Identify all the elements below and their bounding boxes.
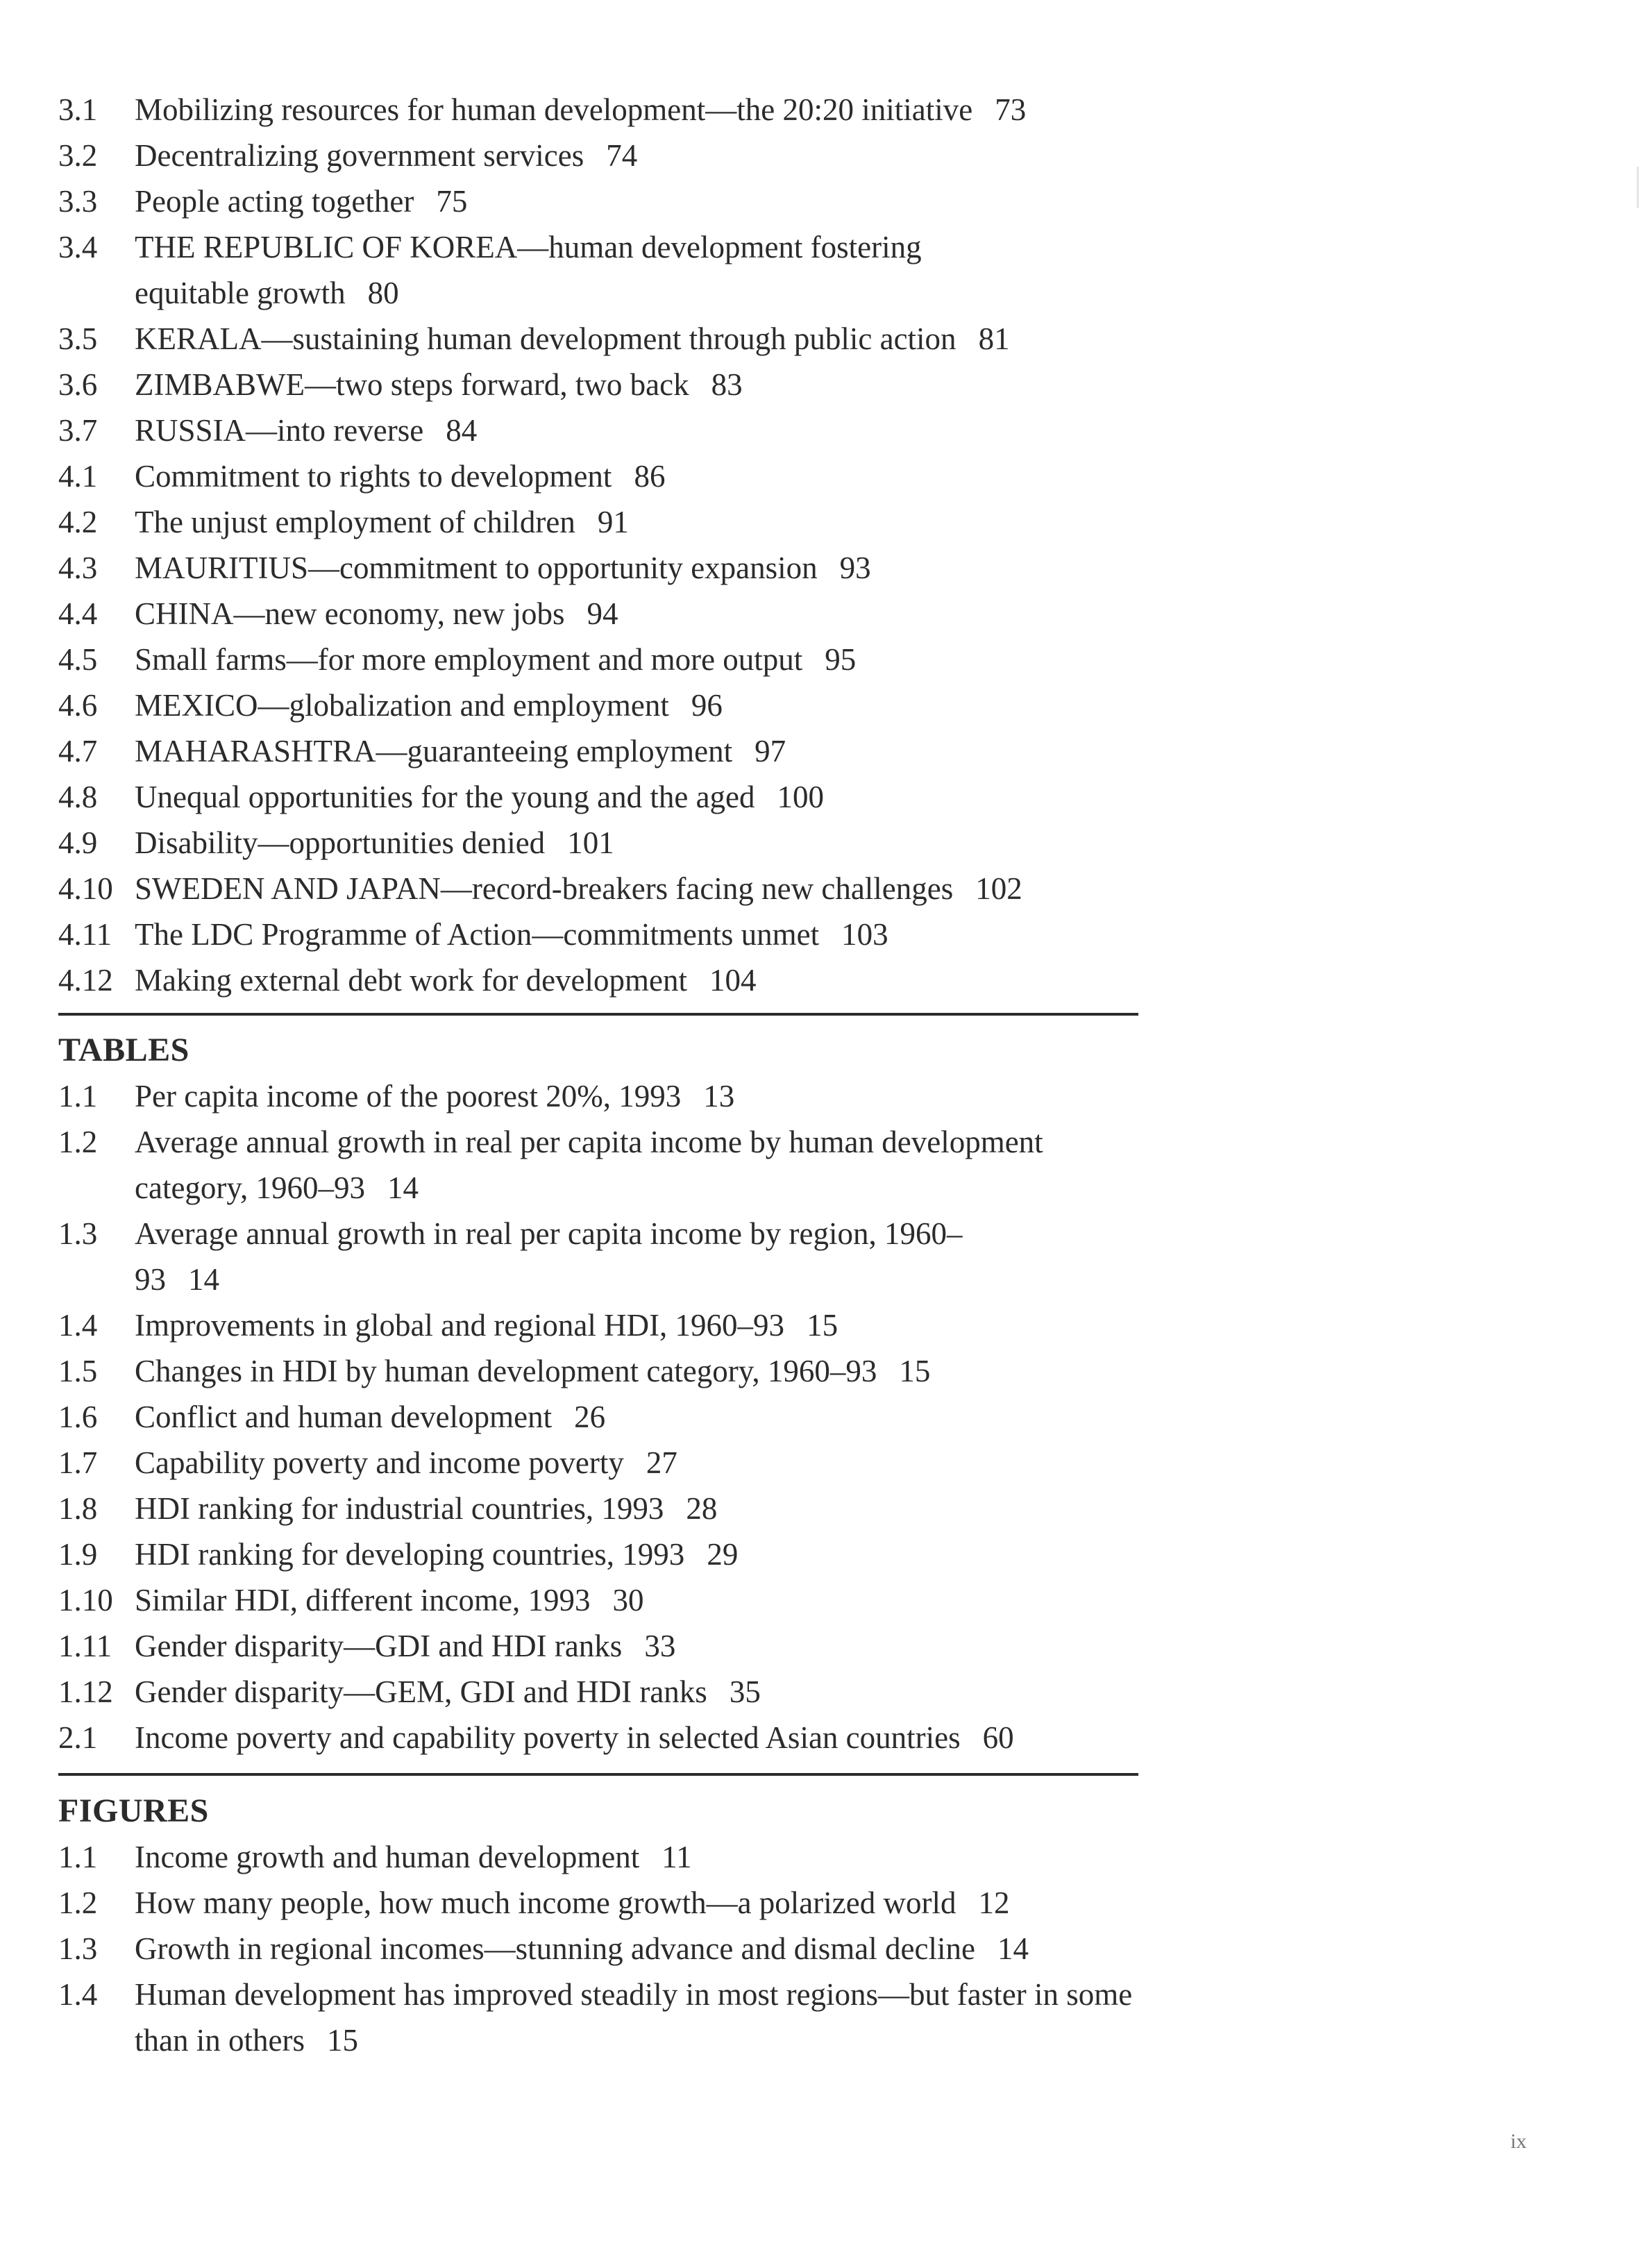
entry-page: 75 (436, 184, 468, 219)
entry-number: 4.4 (58, 596, 98, 631)
entry-number: 4.7 (58, 734, 98, 768)
entry-title: The unjust employment of children (135, 505, 575, 539)
entry-page: 86 (634, 459, 666, 494)
entry-number: 4.9 (58, 825, 98, 860)
box-entry (58, 866, 1138, 912)
entry-title: Small farms—for more employment and more output (135, 642, 803, 677)
entry-number: 3.6 (58, 367, 98, 402)
entry-title: Human development has improved steadily in most regions—but faster in some than in others (135, 1977, 1133, 2058)
entry-page: 101 (567, 825, 614, 860)
table-entry (58, 1119, 1138, 1211)
section-divider (58, 1773, 1138, 1776)
entry-page: 74 (606, 138, 638, 173)
entry-title: People acting together (135, 184, 414, 219)
box-entry (58, 957, 1138, 1003)
figure-entry (58, 1972, 1138, 2063)
entry-page: 95 (825, 642, 857, 677)
table-entry (58, 1623, 1138, 1669)
table-entry (58, 1211, 1138, 1302)
entry-page: 15 (326, 2023, 358, 2058)
entry-page: 100 (777, 780, 825, 814)
table-entry (58, 1531, 1138, 1577)
boxes-list (58, 87, 1138, 1003)
entry-number: 3.2 (58, 138, 98, 173)
figure-entry (58, 1834, 1138, 1880)
table-entry (58, 1348, 1138, 1394)
entry-number: 4.3 (58, 551, 98, 585)
box-entry (58, 774, 1138, 820)
box-entry (58, 87, 1138, 133)
figures-heading: FIGURES (58, 1792, 209, 1829)
entry-title: Similar HDI, different income, 1993 (135, 1583, 591, 1618)
entry-number: 4.5 (58, 642, 98, 677)
entry-page: 15 (899, 1354, 931, 1388)
entry-number: 1.4 (58, 1977, 98, 2012)
box-entry (58, 912, 1138, 957)
box-entry (58, 682, 1138, 728)
box-entry (58, 316, 1138, 362)
entry-title: Conflict and human development (135, 1400, 553, 1434)
entry-page: 81 (978, 321, 1010, 356)
entry-number: 1.2 (58, 1125, 98, 1159)
entry-title: Per capita income of the poorest 20%, 1993 (135, 1079, 682, 1114)
entry-page: 14 (188, 1262, 219, 1297)
entry-number: 1.4 (58, 1308, 98, 1343)
entry-page: 14 (997, 1931, 1029, 1966)
entry-page: 94 (587, 596, 618, 631)
box-entry (58, 224, 1138, 316)
entry-number: 1.6 (58, 1400, 98, 1434)
entry-title: Commitment to rights to development (135, 459, 612, 494)
entry-number: 1.12 (58, 1674, 113, 1709)
entry-title: MAHARASHTRA—guaranteeing employment (135, 734, 733, 768)
entry-page: 26 (574, 1400, 606, 1434)
entry-number: 4.6 (58, 688, 98, 723)
box-entry (58, 591, 1138, 637)
entry-title: Capability poverty and income poverty (135, 1445, 624, 1480)
box-entry (58, 133, 1138, 178)
entry-number: 3.7 (58, 413, 98, 448)
entry-page: 102 (975, 871, 1022, 906)
entry-number: 1.9 (58, 1537, 98, 1572)
entry-page: 29 (707, 1537, 739, 1572)
entry-page: 80 (367, 276, 399, 310)
entry-title: Changes in HDI by human development category, 1960–93 (135, 1354, 877, 1388)
box-entry (58, 362, 1138, 408)
entry-number: 3.5 (58, 321, 98, 356)
page-number: ix (1510, 2130, 1527, 2153)
entry-number: 1.10 (58, 1583, 113, 1618)
entry-title: SWEDEN AND JAPAN—record-breakers facing new challenges (135, 871, 954, 906)
entry-number: 1.1 (58, 1079, 98, 1114)
entry-title: Mobilizing resources for human development—the 20:20 initiative (135, 92, 973, 127)
scan-edge-mark (1637, 167, 1639, 208)
entry-title: The LDC Programme of Action—commitments unmet (135, 917, 820, 952)
entry-title: MAURITIUS—commitment to opportunity expansion (135, 551, 818, 585)
entry-number: 3.4 (58, 230, 98, 264)
entry-page: 12 (978, 1885, 1010, 1920)
entry-title: Average annual growth in real per capita income by human development category, 1960–93 (135, 1125, 1043, 1205)
entry-number: 1.1 (58, 1840, 98, 1874)
entry-page: 11 (661, 1840, 692, 1874)
table-entry (58, 1440, 1138, 1486)
entry-page: 35 (729, 1674, 761, 1709)
entry-page: 93 (839, 551, 871, 585)
entry-title: Gender disparity—GDI and HDI ranks (135, 1629, 623, 1663)
entry-number: 4.2 (58, 505, 98, 539)
figure-entry (58, 1880, 1138, 1926)
box-entry (58, 408, 1138, 453)
table-entry (58, 1715, 1138, 1761)
entry-page: 13 (703, 1079, 735, 1114)
entry-title: How many people, how much income growth—a polarized world (135, 1885, 956, 1920)
entry-page: 91 (597, 505, 629, 539)
box-entry (58, 178, 1138, 224)
entry-title: Unequal opportunities for the young and the aged (135, 780, 755, 814)
tables-section (58, 1027, 1138, 1761)
entry-number: 4.12 (58, 963, 113, 998)
box-entry (58, 820, 1138, 866)
entry-title: ZIMBABWE—two steps forward, two back (135, 367, 689, 402)
table-entry (58, 1577, 1138, 1623)
entry-number: 1.3 (58, 1931, 98, 1966)
entry-number: 1.8 (58, 1491, 98, 1526)
entry-page: 104 (709, 963, 757, 998)
box-entry (58, 637, 1138, 682)
entry-title: RUSSIA—into reverse (135, 413, 424, 448)
entry-number: 2.1 (58, 1720, 98, 1755)
entry-page: 73 (995, 92, 1027, 127)
box-entry (58, 499, 1138, 545)
table-entry (58, 1394, 1138, 1440)
box-entry (58, 545, 1138, 591)
entry-page: 28 (686, 1491, 718, 1526)
entry-number: 1.7 (58, 1445, 98, 1480)
tables-heading: TABLES (58, 1032, 189, 1068)
entry-title: MEXICO—globalization and employment (135, 688, 669, 723)
entry-number: 3.1 (58, 92, 98, 127)
entry-page: 103 (841, 917, 888, 952)
entry-page: 60 (982, 1720, 1014, 1755)
entry-title: Gender disparity—GEM, GDI and HDI ranks (135, 1674, 707, 1709)
entry-title: HDI ranking for developing countries, 1993 (135, 1537, 685, 1572)
entry-title: Income growth and human development (135, 1840, 640, 1874)
entry-number: 1.5 (58, 1354, 98, 1388)
entry-page: 84 (446, 413, 478, 448)
entry-page: 97 (755, 734, 786, 768)
entry-number: 4.11 (58, 917, 112, 952)
entry-page: 33 (644, 1629, 676, 1663)
entry-number: 1.3 (58, 1216, 98, 1251)
entry-title: Making external debt work for development (135, 963, 688, 998)
entry-title: HDI ranking for industrial countries, 1993 (135, 1491, 664, 1526)
table-entry (58, 1669, 1138, 1715)
entry-number: 4.8 (58, 780, 98, 814)
entry-page: 14 (387, 1170, 419, 1205)
section-divider (58, 1013, 1138, 1016)
entry-title: Decentralizing government services (135, 138, 584, 173)
entry-page: 96 (691, 688, 723, 723)
figure-entry (58, 1926, 1138, 1972)
entry-number: 1.11 (58, 1629, 112, 1663)
entry-number: 4.10 (58, 871, 113, 906)
table-entry (58, 1073, 1138, 1119)
entry-title: Growth in regional incomes—stunning advance and dismal decline (135, 1931, 975, 1966)
table-entry (58, 1486, 1138, 1531)
entry-title: THE REPUBLIC OF KOREA—human development fostering equitable growth (135, 230, 922, 310)
entry-page: 27 (646, 1445, 677, 1480)
entry-title: Improvements in global and regional HDI, 1960–93 (135, 1308, 785, 1343)
entry-number: 1.2 (58, 1885, 98, 1920)
entry-page: 30 (612, 1583, 644, 1618)
entry-title: Average annual growth in real per capita income by region, 1960–93 (135, 1216, 963, 1297)
entry-title: CHINA—new economy, new jobs (135, 596, 565, 631)
entry-page: 83 (711, 367, 743, 402)
entry-title: Income poverty and capability poverty in selected Asian countries (135, 1720, 961, 1755)
box-entry (58, 453, 1138, 499)
entry-page: 15 (807, 1308, 838, 1343)
entry-number: 3.3 (58, 184, 98, 219)
entry-title: Disability—opportunities denied (135, 825, 546, 860)
figures-section (58, 1788, 1138, 2063)
entry-title: KERALA—sustaining human development through public action (135, 321, 956, 356)
table-entry (58, 1302, 1138, 1348)
entry-number: 4.1 (58, 459, 98, 494)
box-entry (58, 728, 1138, 774)
